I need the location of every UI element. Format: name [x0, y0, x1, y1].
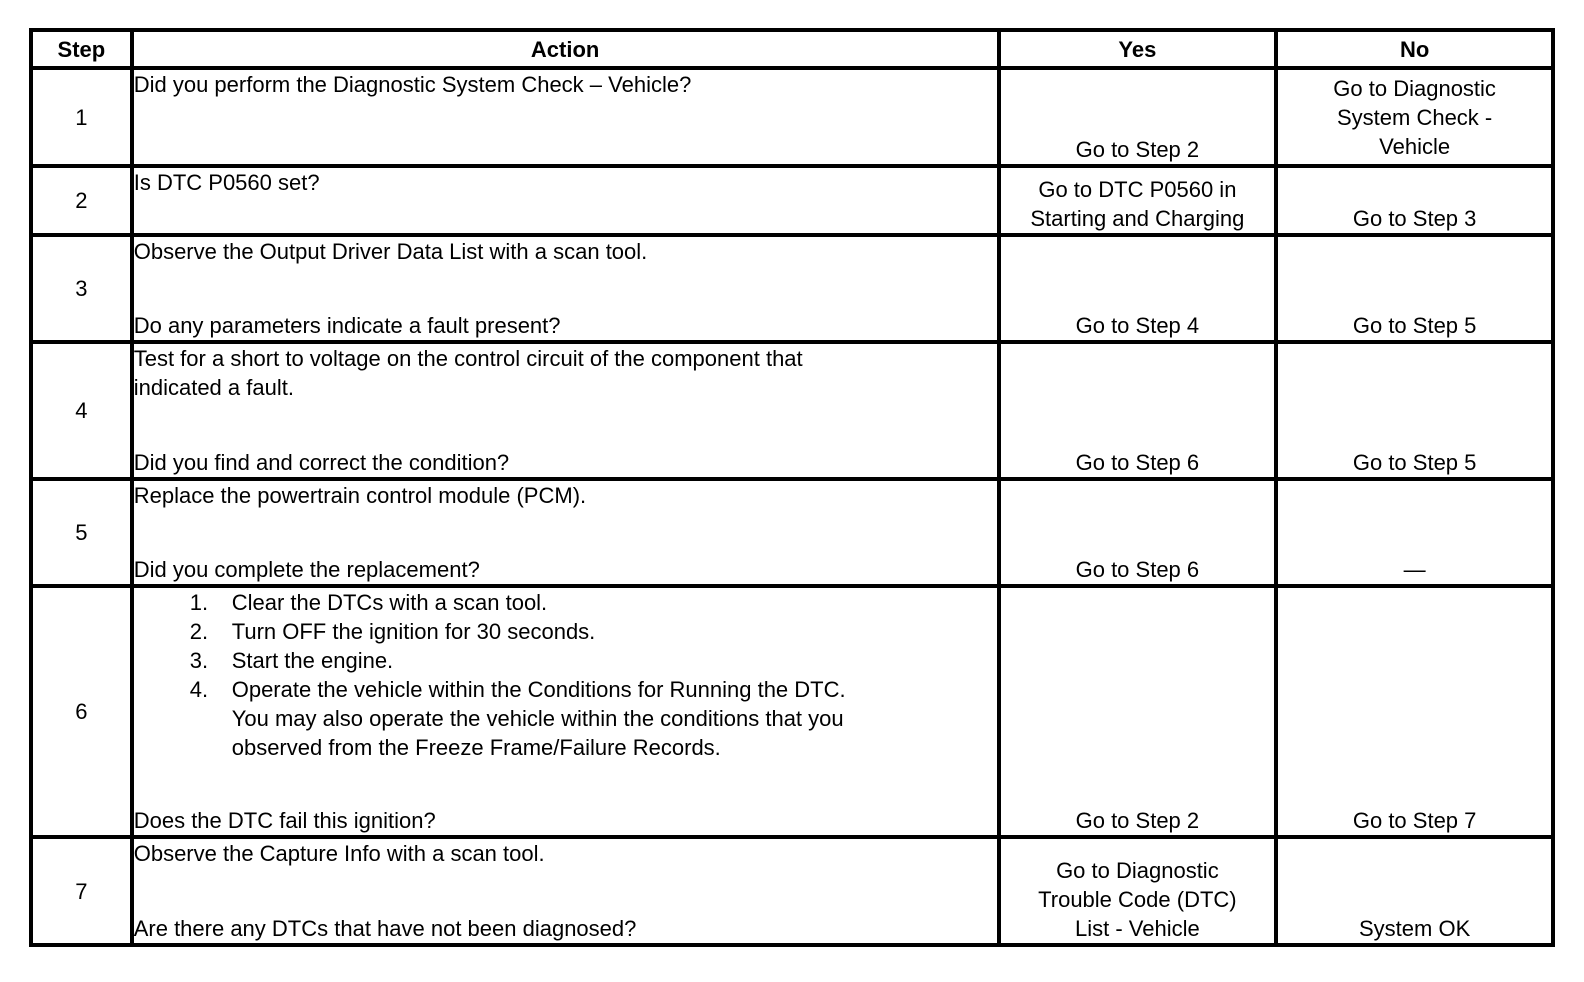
table-row: [31, 68, 1553, 166]
yes-cell: Go to DTC P0560 in Starting and Charging: [999, 166, 1277, 235]
header-yes: Yes: [999, 30, 1277, 68]
substep-text: Turn OFF the ignition for 30 seconds.: [231, 619, 596, 644]
table-row: [31, 342, 1553, 479]
no-cell: System OK: [1276, 837, 1553, 945]
yes-cell: Go to Step 2: [999, 586, 1277, 837]
yes-cell: Go to Step 4: [999, 235, 1277, 342]
substep-text: Start the engine.: [231, 648, 394, 673]
step-number: 3: [31, 235, 132, 342]
substep-text: Operate the vehicle within the Conditions for Running the DTC. You may also operate the vehicle within the conditions that you observed from the Freeze Frame/Failure Records.: [231, 677, 846, 760]
table-row: [31, 586, 1553, 837]
yes-cell: Go to Step 2: [999, 68, 1277, 166]
step-number: 5: [31, 479, 132, 586]
action-prompt: Replace the powertrain control module (PCM).: [133, 483, 587, 508]
action-cell: [132, 837, 999, 945]
no-cell: Go to Step 5: [1276, 342, 1553, 479]
header-row: [31, 30, 1553, 68]
header-step: Step: [31, 30, 132, 68]
action-prompt: Did you perform the Diagnostic System Check – Vehicle?: [133, 72, 692, 97]
no-cell: Go to Step 5: [1276, 235, 1553, 342]
step-number: 7: [31, 837, 132, 945]
substep-number: 4.: [189, 677, 209, 702]
action-cell: [132, 68, 999, 166]
action-cell: [132, 342, 999, 479]
substep-list: [134, 588, 997, 762]
action-question: Are there any DTCs that have not been diagnosed?: [133, 916, 637, 941]
table-row: [31, 837, 1553, 945]
step-number: 2: [31, 166, 132, 235]
action-cell: [132, 166, 999, 235]
list-item: [190, 675, 997, 762]
substep-number: 1.: [189, 590, 209, 615]
list-item: [190, 617, 997, 646]
no-cell: Go to Diagnostic System Check - Vehicle: [1276, 68, 1553, 166]
substep-text: Clear the DTCs with a scan tool.: [231, 590, 548, 615]
no-cell: —: [1276, 479, 1553, 586]
action-prompt: Observe the Capture Info with a scan tool.: [133, 841, 545, 866]
step-number: 1: [31, 68, 132, 166]
action-prompt: Test for a short to voltage on the control circuit of the component that indicated a fault.: [133, 346, 803, 400]
diagnostic-table: [29, 28, 1555, 947]
action-question: Does the DTC fail this ignition?: [133, 808, 436, 833]
header-action: Action: [132, 30, 999, 68]
header-no: No: [1276, 30, 1553, 68]
substep-number: 3.: [189, 648, 209, 673]
table-row: [31, 166, 1553, 235]
action-cell: [132, 479, 999, 586]
action-question: Did you complete the replacement?: [133, 557, 480, 582]
action-cell: [132, 235, 999, 342]
substep-number: 2.: [189, 619, 209, 644]
table-row: [31, 235, 1553, 342]
list-item: [190, 646, 997, 675]
list-item: [190, 588, 997, 617]
action-question: Did you find and correct the condition?: [133, 450, 510, 475]
action-question: Do any parameters indicate a fault present?: [133, 313, 561, 338]
action-prompt: Observe the Output Driver Data List with a scan tool.: [133, 239, 648, 264]
action-prompt: Is DTC P0560 set?: [133, 170, 320, 195]
yes-cell: Go to Step 6: [999, 342, 1277, 479]
step-number: 6: [31, 586, 132, 837]
no-cell: Go to Step 3: [1276, 166, 1553, 235]
no-cell: Go to Step 7: [1276, 586, 1553, 837]
step-number: 4: [31, 342, 132, 479]
action-cell: [132, 586, 999, 837]
yes-cell: Go to Step 6: [999, 479, 1277, 586]
yes-cell: Go to Diagnostic Trouble Code (DTC) List - Vehicle: [999, 837, 1277, 945]
table-row: [31, 479, 1553, 586]
